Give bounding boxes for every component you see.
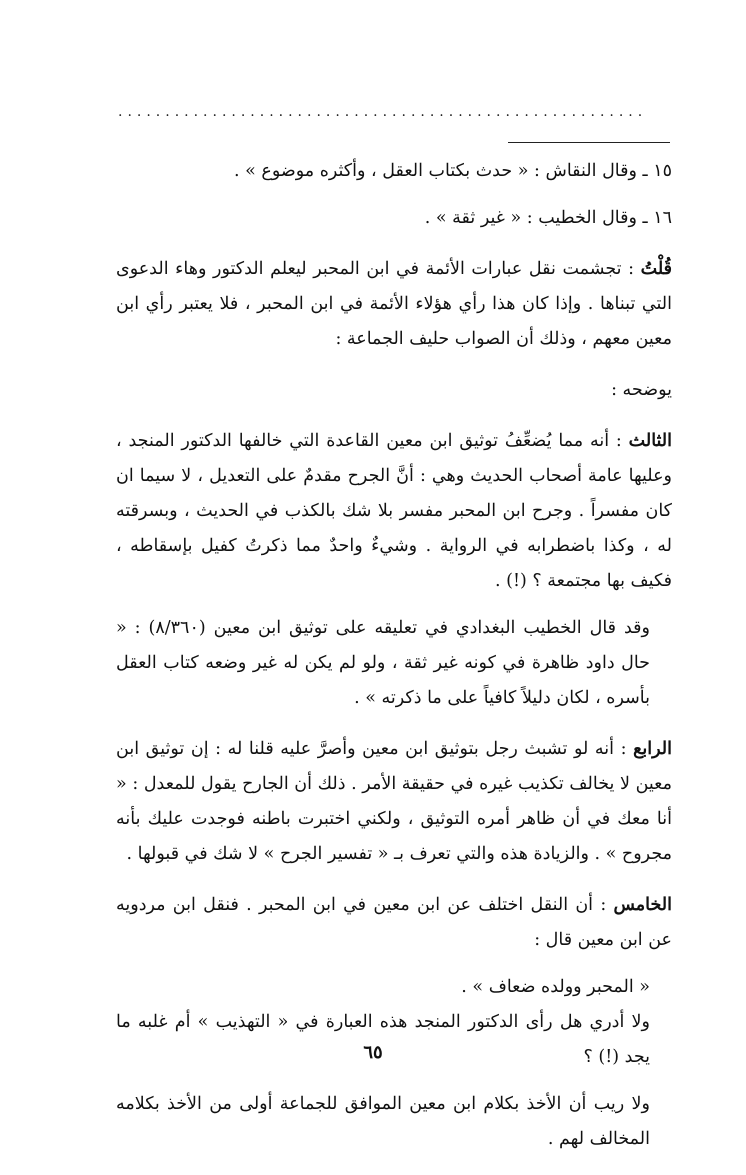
item-15: ١٥ ـ وقال النقاش : « حدث بكتاب العقل ، وأكثره موضوع » . [233, 161, 672, 181]
fifth-label: الخامس [613, 895, 672, 915]
dotted-separator: ........................................................ [118, 104, 648, 120]
intro-label: قُلْتُ [640, 259, 672, 279]
intro-text: : تجشمت نقل عبارات الأئمة في ابن المحبر ليعلم الدكتور وهاء الدعوى التي تبناها . وإذا كان هذا رأي هؤلاء الأئمة في ابن المحبر ، فلا يعتبر رأي ابن معين معهم ، وذلك أن الصواب حليف الجماعة : [116, 259, 672, 349]
paragraph-conclusion: ولا ريب أن الأخذ بكلام ابن معين الموافق للجماعة أولى من الأخذ بكلامه المخالف لهم . [116, 1094, 650, 1149]
paragraph-khatib: وقد قال الخطيب البغدادي في تعليقه على توثيق ابن معين (٨/٣٦٠) : « حال داود ظاهرة في كونه غير ثقة ، ولو لم يكن له غير وضعه كتاب العقل بأسره ، لكان دليلاً كافياً على ما ذكرته » . [116, 618, 650, 708]
third-label: الثالث [628, 431, 672, 451]
third-text: : أنه مما يُضعِّفُ توثيق ابن معين القاعدة التي خالفها الدكتور المنجد ، وعليها عامة أصحاب الحديث وهي : أنَّ الجرح مقدمٌ على التعديل ، لا سيما ان كان مفسراً . وجرح ابن المحبر مفسر بلا شك بالكذب في الحديث ، وبسرقته له ، وكذا باضطرابه في الرواية . وشيءٌ واحدٌ مما ذكرتُ كفيل بإسقاطه ، فكيف بها مجتمعة ؟ (!) . [116, 431, 672, 591]
fourth-label: الرابع [633, 739, 672, 759]
page-number: ٦٥ [363, 1042, 383, 1063]
paragraph-quote: « المحبر وولده ضعاف » . [461, 977, 650, 997]
item-16: ١٦ ـ وقال الخطيب : « غير ثقة » . [424, 208, 672, 228]
paragraph-clarify: يوضحه : [611, 380, 672, 400]
paragraph-fourth [116, 732, 672, 872]
page-body [116, 154, 672, 1157]
paragraph-intro [116, 252, 672, 357]
footnote-rule [508, 142, 670, 143]
fifth-text: : أن النقل اختلف عن ابن معين في ابن المحبر . فنقل ابن مردويه عن ابن معين قال : [116, 895, 672, 950]
paragraph-third [116, 424, 672, 599]
paragraph-fifth [116, 888, 672, 958]
paragraph-wonder: ولا أدري هل رأى الدكتور المنجد هذه العبارة في « التهذيب » أم غلبه ما يجد (!) ؟ [116, 1012, 650, 1067]
fourth-text: : أنه لو تشبث رجل بتوثيق ابن معين وأصرَّ عليه قلنا له : إن توثيق ابن معين لا يخالف تكذيب غيره في حقيقة الأمر . ذلك أن الجارح يقول للمعدل : « أنا معك في أن ظاهر أمره التوثيق ، ولكني اختبرت باطنه فوجدت عليك بأنه مجروح » . والزيادة هذه والتي تعرف بـ « تفسير الجرح » لا شك في قبولها . [116, 739, 672, 864]
